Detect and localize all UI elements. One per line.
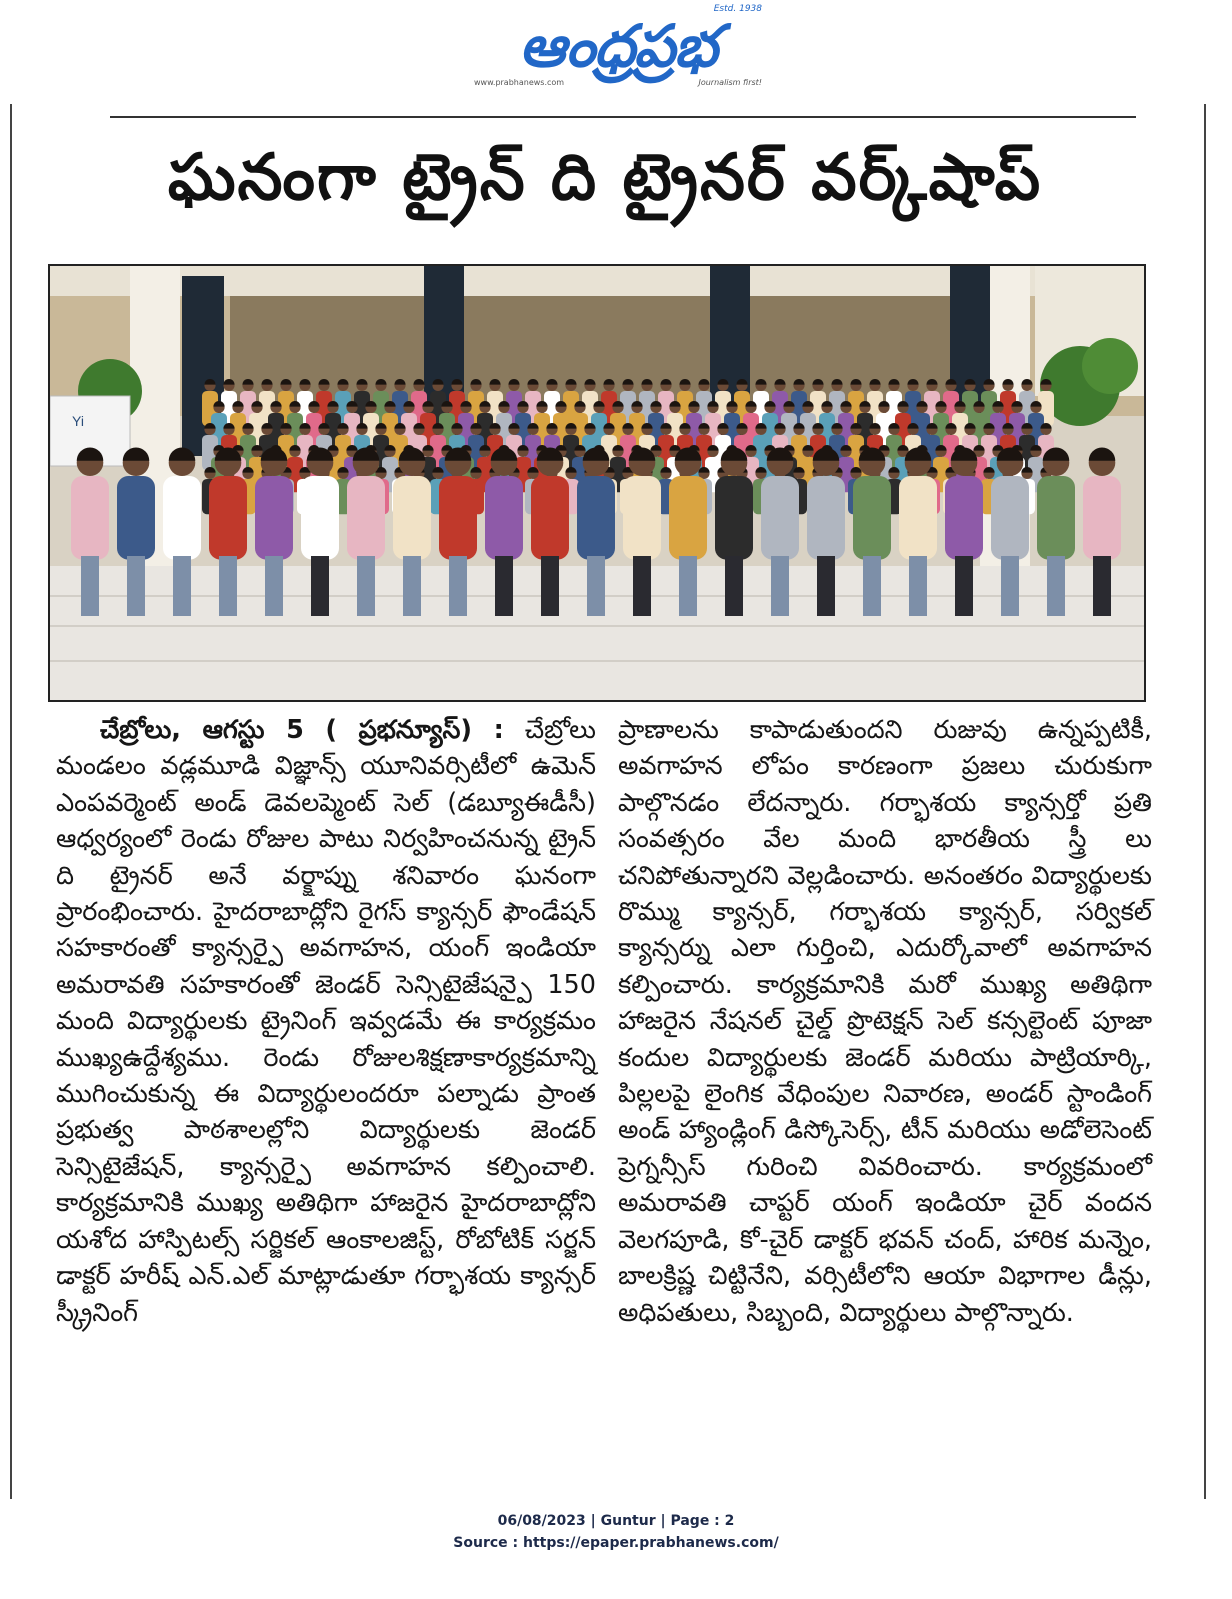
headline-top-rule [110, 116, 1136, 118]
left-column-rule [10, 104, 12, 1499]
article-left-column [56, 712, 596, 1331]
newspaper-logo[interactable] [468, 4, 768, 90]
page-footer [0, 1510, 1232, 1554]
banner-text: Yi [72, 413, 84, 429]
article-dateline: చేబ్రోలు, ఆగస్టు 5 ( ప్రభన్యూస్) : [100, 715, 504, 745]
footer-source-link[interactable]: Source : https://epaper.prabhanews.com/ [453, 1535, 779, 1551]
logo-tagline: Journalism first! [698, 78, 762, 87]
article-headline: ఘనంగా ట్రైన్ ది ట్రైనర్ వర్క్‌షాప్ [167, 141, 1043, 215]
logo-text: ఆంధ్రప్రభ [519, 12, 717, 80]
right-column-rule [1204, 104, 1206, 1499]
logo-estd: Estd. 1938 [713, 4, 762, 14]
article-body-right: ప్రాణాలను కాపాడుతుందని రుజువు ఉన్నప్పటికీ, అవగాహన లోపం కారణంగా ప్రజలు చురుకుగా పాల్గొనడం లేదన్నారు. గర్భాశయ క్యాన్సర్తో ప్రతి సంవత్సరం వేల మంది భారతీయ స్త్రీ లు చనిపోతున్నారని వెల్లడించారు. అనంతరం విద్యార్థులకు రొమ్ము క్యాన్సర్, గర్భాశయ క్యాన్సర్, సర్వికల్ క్యాన్సర్ను ఎలా గుర్తించి, ఎదుర్కోవాలో అవగాహన కల్పించారు. కార్యక్రమానికి మరో ముఖ్య అతిథిగా హాజరైన నేషనల్ చైల్డ్ ప్రొటెక్షన్ సెల్ కన్సల్టెంట్ పూజా కందుల విద్యార్థులకు జెండర్ మరియు పాట్రియార్కి, పిల్లలపై లైంగిక వేధింపుల నివారణ, అండర్ స్టాండింగ్ అండ్ హ్యాండ్లింగ్ డిస్కోసెర్స్, టీన్ మరియు అడోలెసెంట్ ప్రెగ్నన్సీస్ గురించి వివరించారు. కార్యక్రమంలో అమరావతి చాప్టర్ యంగ్ ఇండియా చైర్ వందన వెలగపూడి, కో-చైర్ డాక్టర్ భవన్ చంద్, హారిక మన్నెం, బాలక్రిష్ణ చిట్టినేని, వర్సిటీలోని ఆయా విభాగాల డీన్లు, అధిపతులు, సిబ్బంది, విద్యార్థులు పాల్గొన్నారు. [618, 715, 1152, 1328]
group-photo [48, 264, 1146, 702]
footer-date-edition: 06/08/2023 | Guntur | Page : 2 [497, 1513, 735, 1529]
logo-website: www.prabhanews.com [474, 78, 565, 87]
masthead [0, 0, 1232, 100]
article-body-left: చేబ్రోలు మండలం వడ్లమూడి విజ్ఞాన్స్ యూనివర్సిటీలో ఉమెన్ ఎంపవర్మెంట్ అండ్ డెవలప్మెంట్ సెల్ (డబ్యూఈడీసీ) ఆధ్వర్యంలో రెండు రోజుల పాటు నిర్వహించనున్న ట్రైన్ ది ట్రైనర్ అనే వర్క్షాప్ను శనివారం ఘనంగా ప్రారంభించారు. హైదరాబాద్లోని రైగస్ క్యాన్సర్ ఫౌండేషన్ సహకారంతో క్యాన్సర్పై అవగాహన, యంగ్ ఇండియా అమరావతి సహకారంతో జెండర్ సెన్సిటైజేషన్పై 150 మంది విద్యార్థులకు ట్రైనింగ్ ఇవ్వడమే ఈ కార్యక్రమం ముఖ్యఉద్దేశ్యము. రెండు రోజులశిక్షణాకార్యక్రమాన్ని ముగించుకున్న ఈ విద్యార్థులందరూ పల్నాడు ప్రాంత ప్రభుత్వ పాఠశాలల్లోని విద్యార్థులకు జెండర్ సెన్సిటైజేషన్, క్యాన్సర్పై అవగాహన కల్పించాలి. కార్యక్రమానికి ముఖ్య అతిథిగా హాజరైన హైదరాబాద్లోని యశోద హాస్పిటల్స్ సర్జికల్ ఆంకాలజిస్ట్, రోబోటిక్ సర్జన్ డాక్టర్ హరీష్ ఎన్.ఎల్ మాట్లాడుతూ గర్భాశయ క్యాన్సర్ స్క్రీనింగ్ [56, 715, 596, 1328]
article-right-column [618, 712, 1152, 1331]
